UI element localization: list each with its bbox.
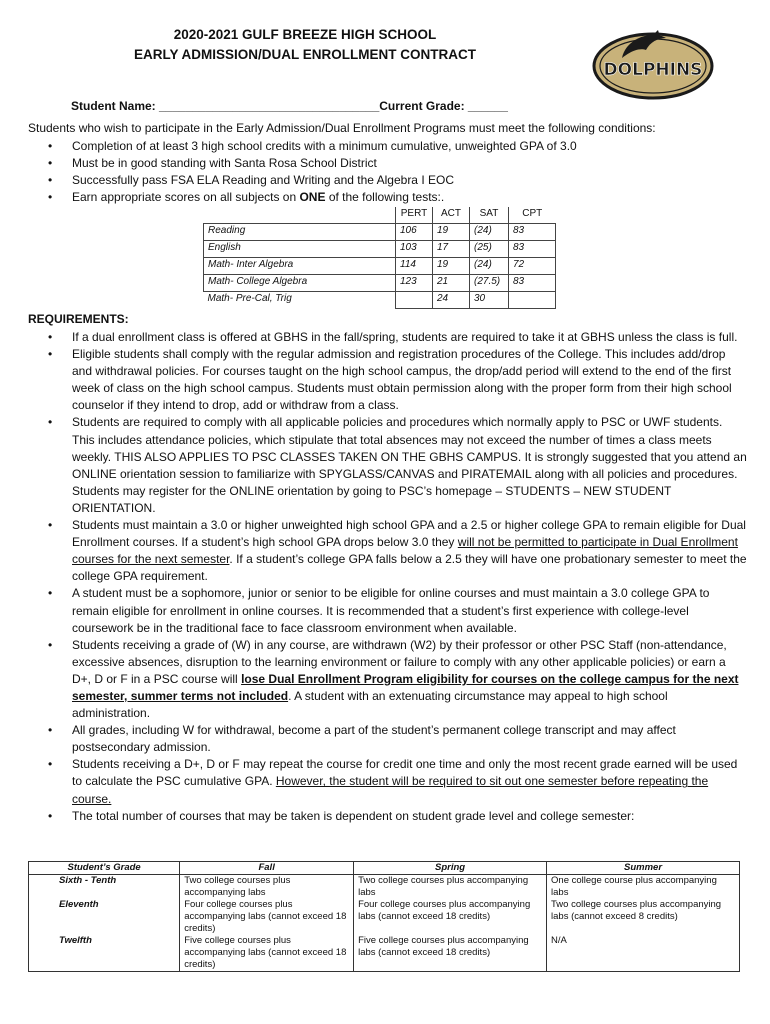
condition-item: • Must be in good standing with Santa Rosa School District [28,155,748,172]
requirements-list [28,329,748,825]
bullet-icon: • [48,808,53,823]
requirement-item: • The total number of courses that may be taken is dependent on student grade level and college semester: [28,808,748,825]
requirement-item: • Students must maintain a 3.0 or higher unweighted high school GPA and a 2.5 or higher college GPA to remain eligible for Dual Enrollment courses. If a student’s high school GPA drops below 3.0 they will not be permitted to participate in Dual Enrollment courses for the next semester. If a student’s college GPA falls below a 2.5 they will have one probationary semester to meet the college GPA requirement. [48,518,747,584]
table-row: Twelfth Five college courses plus accompanying labs (cannot exceed 18 credits) Five college courses plus accompanying labs (cannot exceed 18 credits) N/A [29,935,740,972]
test-scores-table [203,207,556,309]
table-row: English 103 17 (25) 83 [204,241,556,258]
requirements-heading: REQUIREMENTS: [28,312,129,326]
table-row: Math- College Algebra 123 21 (27.5) 83 [204,275,556,292]
table-row: Student’s Grade Fall Spring Summer [29,862,740,875]
page-title-line1: 2020-2021 GULF BREEZE HIGH SCHOOL [173,27,437,42]
bullet-icon: • [48,347,53,362]
bullet-icon: • [48,637,53,652]
bullet-icon: • [48,415,53,430]
table-row: PERT ACT SAT CPT [204,207,556,224]
page-title-line2: EARLY ADMISSION/DUAL ENROLLMENT CONTRACT [133,47,476,62]
bullet-icon: • [48,190,53,205]
table-row: Sixth - Tenth Two college courses plus accompanying labs Two college courses plus accompanying labs One college course plus accompanying labs [29,875,740,900]
intro-text: Students who wish to participate in the Early Admission/Dual Enrollment Programs must meet the following conditions: [28,121,656,135]
bullet-icon: • [48,139,53,153]
bullet-icon: • [48,156,53,171]
requirement-item: • Students are required to comply with all applicable policies and procedures which normally apply to PSC or UWF students. This includes attendance policies, which stipulate that total absences may not exceed the number of times a class meets weekly. THIS ALSO APPLIES TO PSC CLASSES TAKEN ON THE GBHS CAMPUS. It is strongly suggested that you attend an ONLINE orientation session to familiarize with SPYGLASS/CANVAS and PIRATEMAIL along with all policies and procedures. Students may register for the ONLINE orientation by going to PSC’s homepage – STUDENTS – NEW STUDENT ORIENTATION. [48,415,747,515]
requirement-item: • If a dual enrollment class is offered at GBHS in the fall/spring, students are required to take it at GBHS unless the class is full. [28,329,748,346]
bullet-icon: • [48,757,53,772]
bullet-icon: • [48,518,53,533]
condition-item: • Earn appropriate scores on all subjects on ONE of the following tests:. [28,189,748,206]
conditions-list [28,138,748,206]
bullet-icon: • [48,723,53,738]
requirement-item: • Eligible students shall comply with the regular admission and registration procedures of the College. This includes add/drop and withdrawal policies. For courses taught on the high school campus, the drop/add period will extend to the end of the first week of class on the high school campus. Students must obtain permission along with the proper form from their high school counselor if they intend to drop, add or withdraw from a class. [48,347,732,413]
bullet-icon: • [48,586,53,601]
course-limits-table [28,861,740,972]
table-row: Math- Pre-Cal, Trig 24 30 [204,292,556,309]
requirement-item: • Students receiving a grade of (W) in any course, are withdrawn (W2) by their professor or other PSC Staff (non-attendance, excessive absences, disruption to the learning environment or failure to comply with any other applicable policies) or earn a D+, D or F in a PSC course will lose Dual Enrollment Program eligibility for courses on the college campus for the next semester, summer terms not included. A student with an extenuating circumstance may appeal to high school administration. [48,637,739,721]
table-row: Reading 106 19 (24) 83 [204,224,556,241]
requirement-item: • Students receiving a D+, D or F may repeat the course for credit one time and only the most recent grade earned will be used to calculate the PSC cumulative GPA. However, the student will be required to sit out one semester before repeating the course. [48,757,738,806]
condition-item: • Successfully pass FSA ELA Reading and Writing and the Algebra I EOC [28,172,748,189]
table-row: Math- Inter Algebra 114 19 (24) 72 [204,258,556,275]
student-name-grade-line: Student Name: _________________________________Current Grade: ______ [71,99,508,113]
bullet-icon: • [48,330,53,344]
requirement-item: • All grades, including W for withdrawal, become a part of the student’s permanent college transcript and may affect postsecondary admission. [48,723,676,755]
condition-item: • Completion of at least 3 high school credits with a minimum cumulative, unweighted GPA of 3.0 [28,138,748,155]
logo-text: DOLPHINS [603,60,703,80]
dolphins-logo [592,28,714,100]
table-row: Eleventh Four college courses plus accompanying labs (cannot exceed 18 credits) Four college courses plus accompanying labs (cannot exceed 18 credits) Two college courses plus accompanying labs (cannot exceed 8 credits) [29,899,740,935]
requirement-item: • A student must be a sophomore, junior or senior to be eligible for online courses and must maintain a 3.0 college GPA to remain eligible for enrollment in online courses. It is recommended that a student’s first experience with college-level coursework be in the traditional face to face classroom environment when available. [48,586,710,635]
bullet-icon: • [48,173,53,188]
